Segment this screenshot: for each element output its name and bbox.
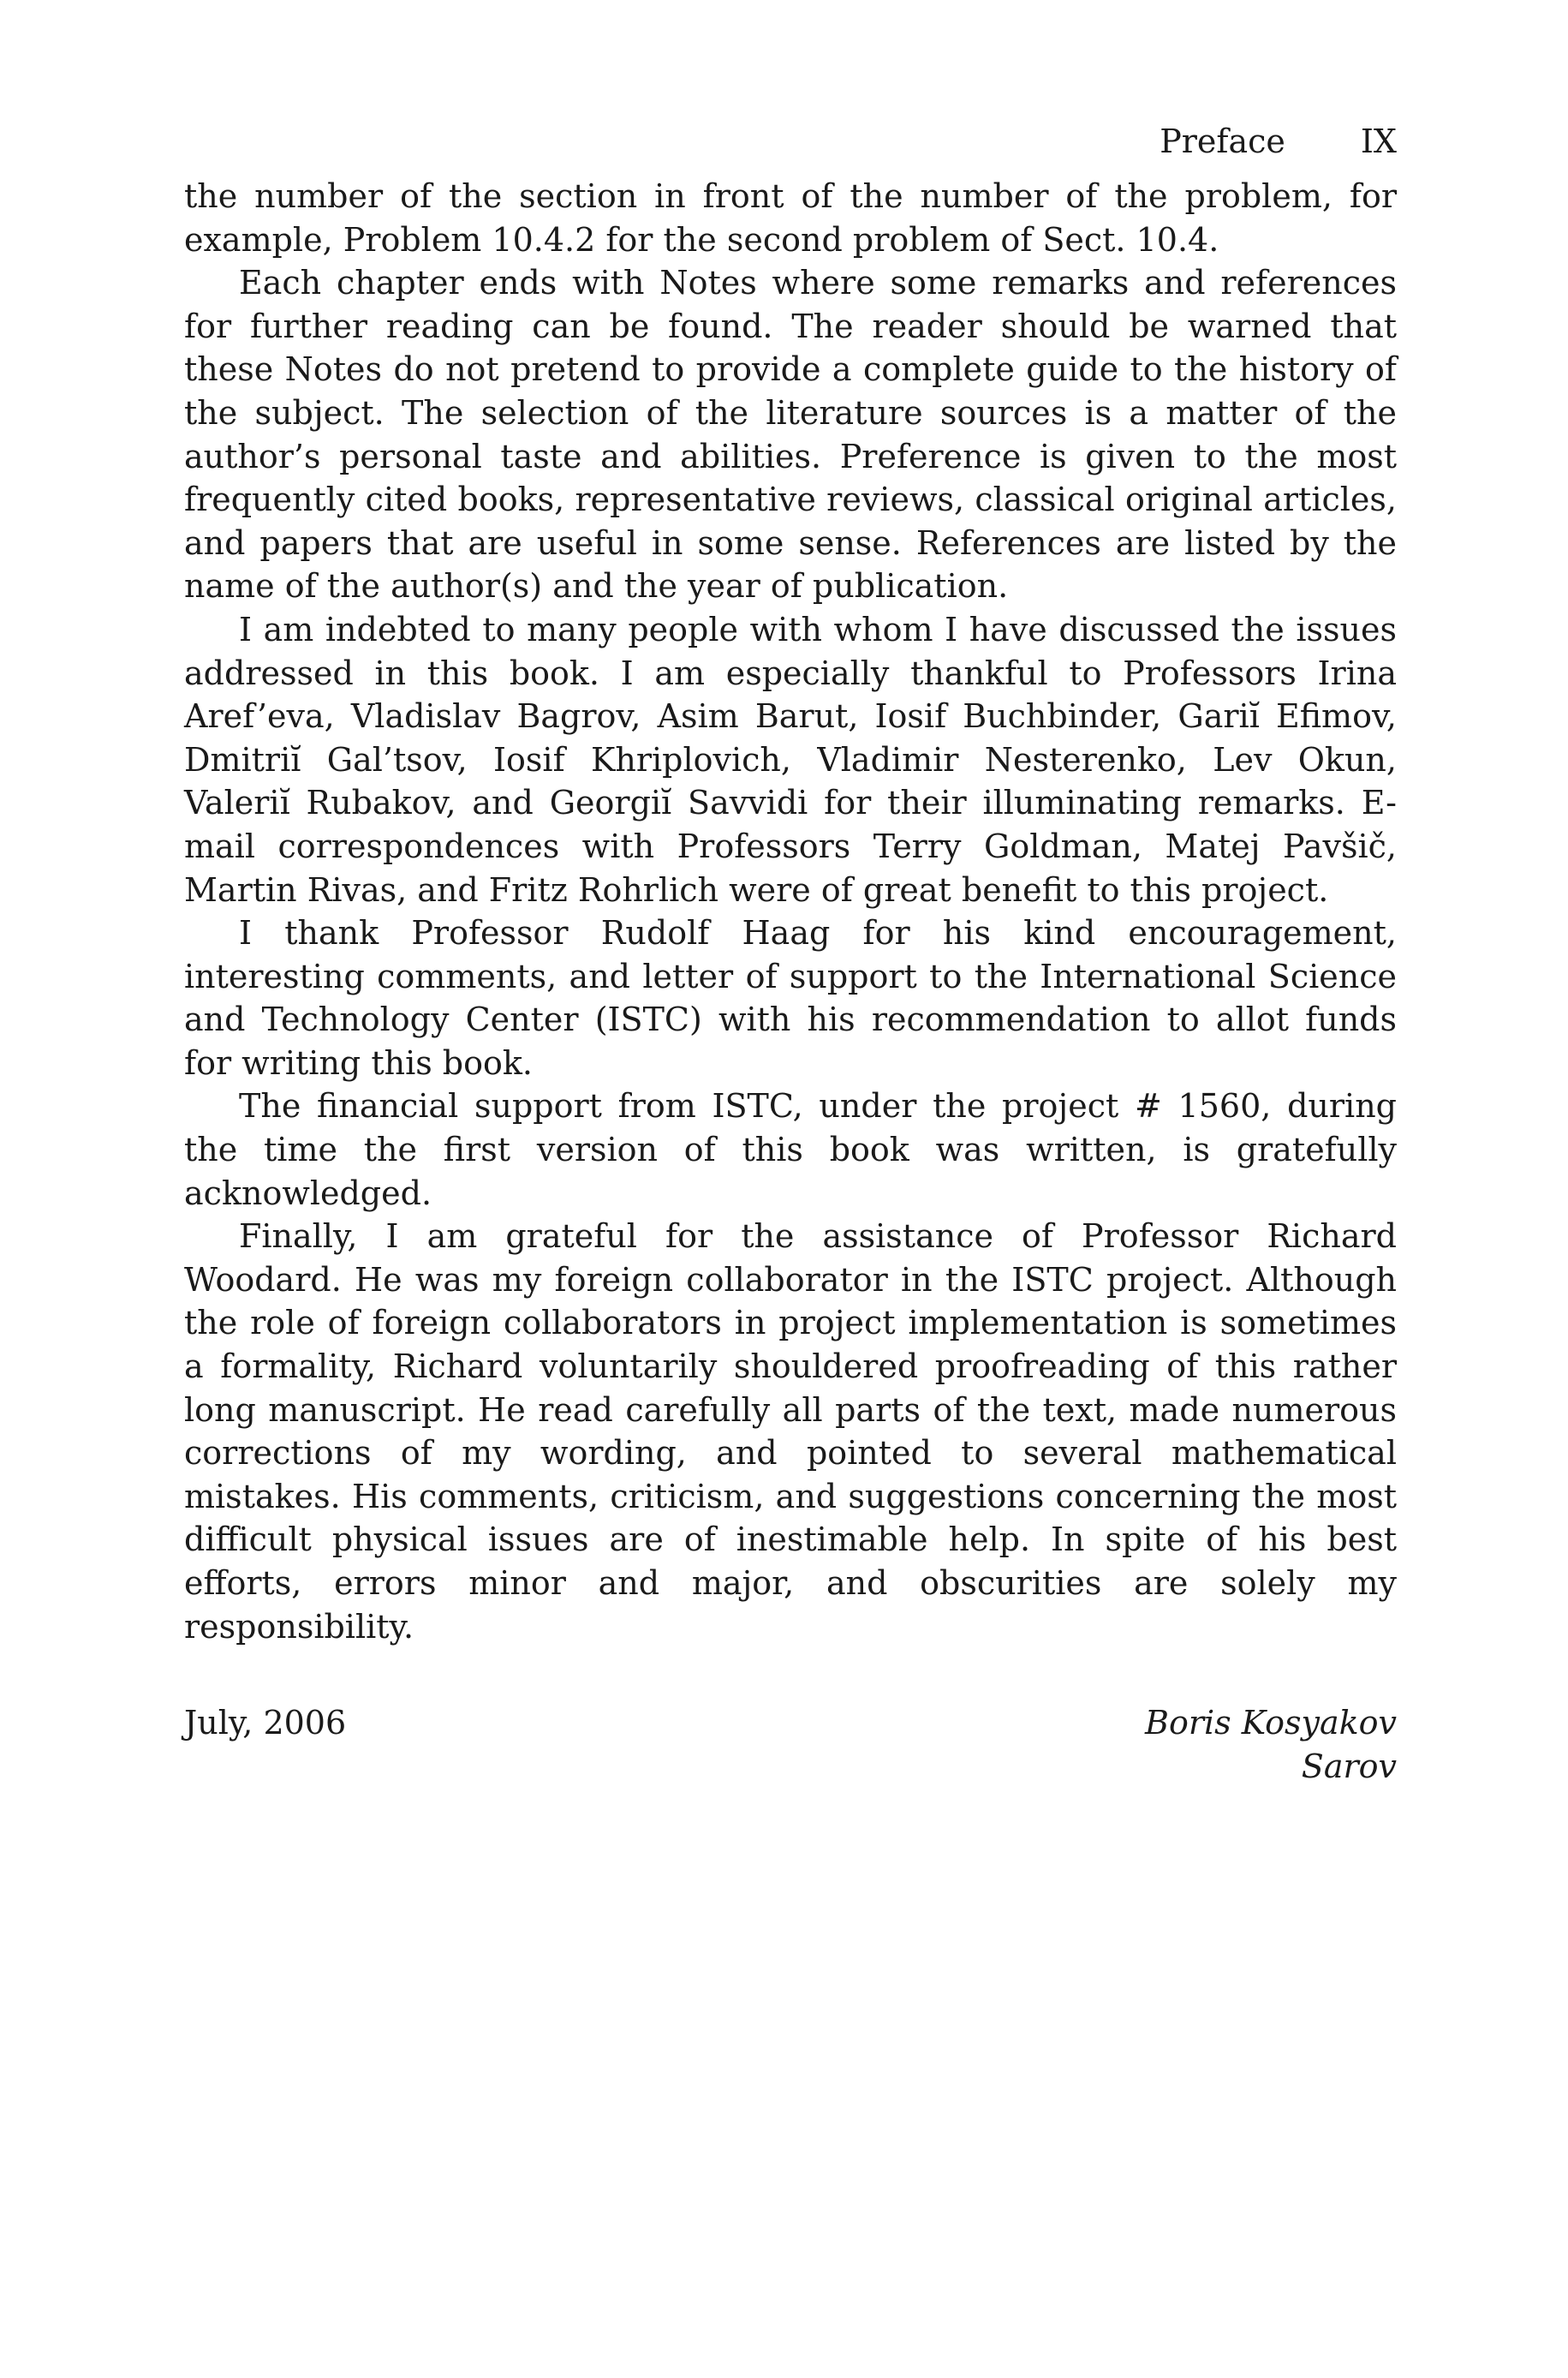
paragraph-haag: I thank Professor Rudolf Haag for his kind encouragement, interesting comments, and letter of support to the International Science and Technology Center (ISTC) with his recommendation to allot funds for writing this book. bbox=[184, 914, 1397, 1082]
paragraph-continuation: the number of the section in front of the number of the problem, for example, Problem 10.4.2 for the second problem of Sect. 10.4. bbox=[184, 177, 1397, 259]
signature-block bbox=[184, 1701, 1397, 1788]
running-head bbox=[184, 120, 1397, 163]
running-head-title: Preface bbox=[1160, 122, 1285, 160]
signature-author: Boris Kosyakov bbox=[1145, 1704, 1397, 1742]
signature-date: July, 2006 bbox=[184, 1704, 347, 1742]
signature-place: Sarov bbox=[1301, 1747, 1397, 1785]
paragraph-notes: Each chapter ends with Notes where some remarks and references for further reading can be found. The reader should be warned that these Notes do not pretend to provide a complete guide to the history of the subject. The selection of the literature sources is a matter of the author’s personal taste and abilities. Preference is given to the most frequently cited books, representative reviews, classical original articles, and papers that are useful in some sense. References are listed by the name of the author(s) and the year of publication. bbox=[184, 264, 1397, 606]
paragraph-istc-support: The financial support from ISTC, under the project # 1560, during the time the first version of this book was written, is gratefully acknowledged. bbox=[184, 1087, 1397, 1212]
book-page bbox=[184, 120, 1397, 1788]
signature-author-block bbox=[1145, 1701, 1397, 1788]
paragraph-acknowledgements: I am indebted to many people with whom I have discussed the issues addressed in this book. I am especially thankful to Professors Irina Aref’eva, Vladislav Bagrov, Asim Barut, Iosif Buchbinder, Gariĭ Efimov, Dmitriĭ Gal’tsov, Iosif Khriplovich, Vladimir Nesterenko, Lev Okun, Valeriĭ Rubakov, and Georgiĭ Savvidi for their illuminating remarks. E-mail correspondences with Professors Terry Goldman, Matej Pavšič, Martin Rivas, and Fritz Rohrlich were of great benefit to this project. bbox=[184, 610, 1397, 909]
paragraph-woodard: Finally, I am grateful for the assistance of Professor Richard Woodard. He was my foreign collaborator in the ISTC project. Although the role of foreign collaborators in project implementation is sometimes a formality, Richard voluntarily shouldered proofreading of this rather long manuscript. He read carefully all parts of the text, made numerous corrections of my wording, and pointed to several mathematical mistakes. His comments, criticism, and suggestions concerning the most difficult physical issues are of inestimable help. In spite of his best efforts, errors minor and major, and obscurities are solely my responsibility. bbox=[184, 1217, 1397, 1646]
page-number: IX bbox=[1360, 122, 1397, 160]
preface-body bbox=[184, 175, 1397, 1648]
